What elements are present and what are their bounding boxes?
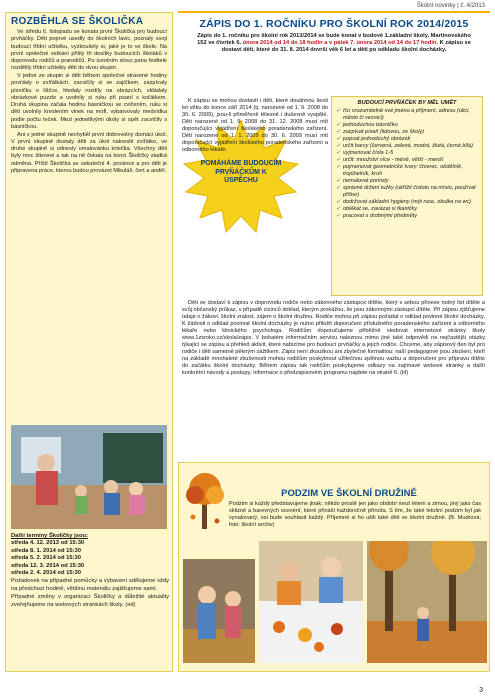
podzim-photo-crafts [259,541,363,663]
masthead: Školní novinky | č. 4/2013 [416,3,485,9]
date-row: středa 8. 1. 2014 od 15:30 [11,547,81,554]
date-row: středa 5. 2. 2014 od 15:30 [11,555,81,562]
skills-item: ✓ pracovat s drobnými předměty [336,213,478,220]
zapis-title: ZÁPIS DO 1. ROČNÍKU PRO ŠKOLNÍ ROK 2014/2015 [199,18,469,30]
skills-item: ✓ správné držení tužky (ukřížit čistotu na místo, používat příbor) [336,185,478,199]
dates-note: Požadovek na připadné pomůcky a vybavení sdělujeme vždy na předchozí hodině, většinu materiálu zajišťujeme sami. [11,578,169,592]
podzim-photo-girls [183,559,255,663]
zapis-lead [178,30,490,54]
skolicka-paragraph: Ve středu 6. listopadu se konala první Školička pro budoucí prvňáčky. Děti poprvé usedly do školních lavic, poznaly svoji budoucí třídní učitelku, vyzkoušely si, jaké je to ve škole. Na první společné setkání přišly tři desítky budoucích školáků v doprovodu rodičů a prarodičů. Po úvodním slovu pana ředitele rozdělily třídní učitelky děti do dvou skupin. [11,29,167,72]
zapis-col1 [182,98,328,154]
skills-item: ✓ oblékat se, zavázat si tkaničky [336,206,478,213]
skolicka-text [6,29,172,175]
skills-item: ✓ zazpívat píseň (lidovou, ze školy) [336,129,478,136]
dates-heading: Další termíny Školičky jsou: [11,533,88,539]
zapis-text-1: K zápisu se mohou dostavit i děti, které dosáhnou šesti let věku do konce září 2014 (tj. narozené od 1. 9. 2008 do 30. 6. 2009), jsou-li přiměřeně tělesně i duševně vyspělé. Děti narozené od 1. 9. 2008 do 31. 12. 2008 musí mít doporučující vyjádření školského poradenského zařízení. Děti narozené od 1. 1. 2009 do 30. 6. 2009 musí mít doporučující vyjádření školského poradenského zařízení a odborného lékaře. [182,98,328,154]
lead-text-end: K zápisu se dostaví děti, které do 31. 8. 2014 dovrší věk 6 let a děti po odkladu školní docházky. [221,40,471,54]
date-row: středa 12. 3. 2014 od 15:30 [11,562,85,569]
starburst-text: POMÁHÁME BUDOUCÍM PRVŇÁČKŮM K ÚSPĚCHU [200,160,282,184]
skills-item: ✓ nemalovat portrety [336,178,478,185]
skills-list [336,108,478,220]
zapis-col2 [182,300,485,378]
skolicka-article [5,12,173,672]
podzim-title: PODZIM VE ŠKOLNÍ DRUŽINĚ [281,488,417,499]
dates-note: Případné změny v organizaci Školičky a důležité aktuality zveřejňujeme na webových stránkách školy. (ed) [11,594,169,608]
dates-block [11,533,169,609]
podzim-article [178,462,490,672]
date-row: středa 2. 4. 2014 od 15:30 [11,570,81,577]
page-number: 3 [479,687,483,694]
zapis-text-2: Děti se dostaví k zápisu v doprovodu rodiče nebo zákonného zástupce dítěte, který s sebou přinese rodný list dítěte a svůj občanský průkaz, v případě cizinců doklad, kterým prokážou, že jsou zákonnými zástupci dítěte. Při zápisu zjišťujeme údaje o žákovi, školní zralost, zájem o školní družinu. Rodiče mohou při zápisu požádat o odklad povinné školní docházky. K žádosti o odklad povinné školní docházky je nutno přiložit doporučení příslušného poradenského zařízení a odborného lékaře nebo klinického psychologa. Rodičům doporučujeme přiběžně sledovat internetové stránky školy www.1zsroko.cz/skola/zapis. V bohatém informačním servisu naleznou mimo jiné také odpovědi na nejčastější otázky týkající se zápisu a přehled aktivit, které nabízíme pro budoucí prvňáčky a jejich rodiče. Chceme, aby zápisový den byl pro rodiče i děti sametně pěkným zážitkem. Zápis není zkouškou ani zbytečné formalitou; naší pedagogové jsou zkušení, kteří na základě mnohaleté zkušenosti mohou rodičům poskytnout užitečnou zpětnou vazbu a doporučení pro přípravu dítěte do začátku školní docházky. Během zápisu tak rodičům poskytujeme odkazy na zajímavé webové stránky a další konkrétní návody a postupy. Informace o předzápisovém programu najdete na straně 6. (kf) [182,300,485,377]
skills-item: ✓ určit: množství více - méně, větší - menší [336,157,478,164]
tree-icon [183,469,227,531]
date-row: středa 4. 12. 2013 od 15:30 [11,540,85,547]
podzim-photo-park [367,541,487,663]
skills-box [331,96,483,296]
lead-dates: února 2014 od 14 do 18 hodin a v pátek 7. února 2014 od 14 do 17 hodin. [242,40,438,47]
skills-title: BUDOUCÍ PRVŇÁČEK BY MĚL UMĚT [357,100,457,106]
skolicka-paragraph: V jedné ze skupin si děti během společné strávené hodiny povídaly o zvířátkách, zacvičily si se zajíčkem, zazpívaly písničku o liščce, hledaly rozdíly na obrázcích, skládaly obrázkové puzzle a uvolnily si ruku při psaní s koťátkem. Druhá skupina začala hodinu básničkou se cvičením, ruku si děti uvolnily kreslením vlnek na mofi, vybarvovaly medvídka podle počtu teček. Mezi jednotlivými úkoly si opět zacvičily s básničkou. [11,73,167,130]
podzim-text: Podzim si každý představujeme jinak; někdo prostě jen jako období mezi létem a zimou, jiný jako čas sklizně a barevných scenérií, které přináší každoročně příroda. S tím, že také letošní podzim byl jak vynalovaný, osi bude souhlasit každý. Příjemné si ho užili také děti ve školní družině. (B. Mudrová; foto: školní archiv) [229,501,481,529]
skills-item: ✓ pojmenovat geometrické tvary: čtverec, obdélník, trojúhelník, kruh [336,164,478,178]
skolicka-title: ROZBĚHLA SE ŠKOLIČKA [11,16,144,27]
skills-item: ✓ jednoduchou básničku [336,122,478,129]
skills-item: ✓ popsat jednoduchý obrázek [336,136,478,143]
lead-text: Zápis do 1. ročníku pro školní rok 2013/2014 se bude konat v budově 1.základní školy, Martinovského 152 ve čtvrtek 6. [197,33,471,47]
skills-item: ✓ vyjmenovat čísla 1-5 [336,150,478,157]
skills-item: ✓ určit barvy (červená, zelená, modrá, žlutá, černá bílá) [336,143,478,150]
skills-item: ✓ říci srozumitelně své jméno a příjmení, adresu (ulici, město či vesnici) [336,108,478,122]
classroom-photo [11,425,167,529]
skills-item: ✓ dodržovat základní hygieny (mýt ruce, obulka na wc) [336,199,478,206]
skolicka-paragraph: Ani v jedné skupině nechyběl první dobrovolný domácí úkol. V první skupině dostaly děti za úkol nakreslit zvířátko, ve druhé skupině si odnesly omalovánku krtečka. Všechny děti byly moc šikovné a tak na ně čekala na konci Školičky sladká odměna. Příští Školička se uskuteční 4. prosince a pro děti je připravena práce, kterou budou provázet Mikuláš, čert a anděl. [11,131,167,174]
